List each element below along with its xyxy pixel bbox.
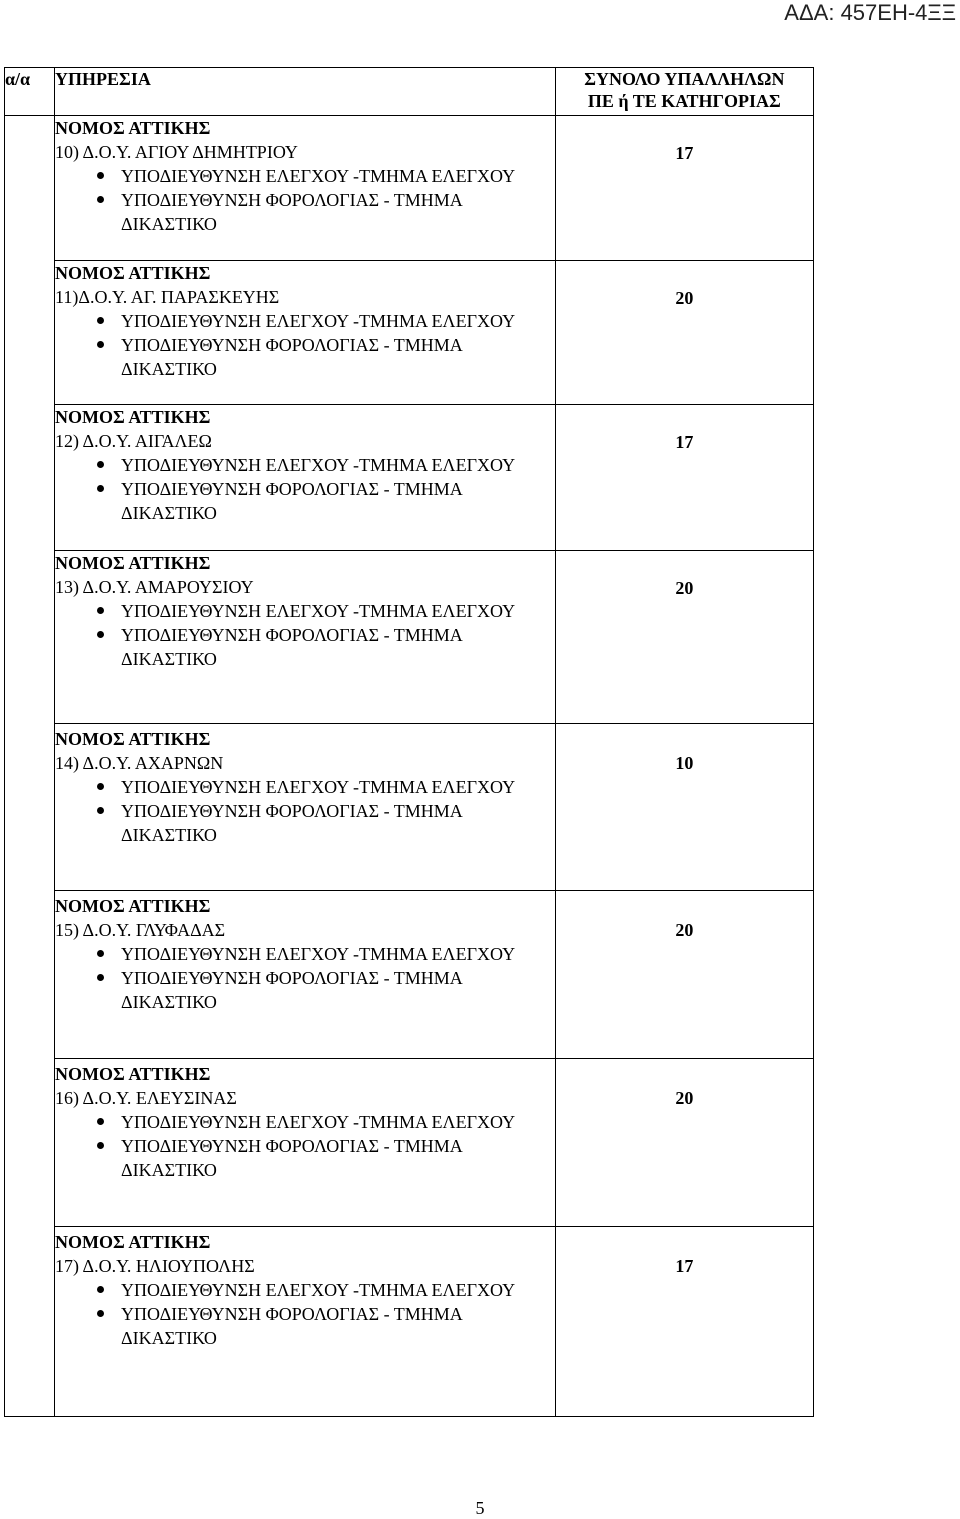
department-item: ΥΠΟΔΙΕΥΘΥΝΣΗ ΕΛΕΓΧΟΥ -ΤΜΗΜΑ ΕΛΕΓΧΟΥ [55, 599, 555, 623]
department-item: ΥΠΟΔΙΕΥΘΥΝΣΗ ΕΛΕΓΧΟΥ -ΤΜΗΜΑ ΕΛΕΓΧΟΥ [55, 1278, 555, 1302]
total-cell: 20 [555, 1059, 813, 1227]
nomos-label: ΝΟΜΟΣ ΑΤΤΙΚΗΣ [55, 896, 211, 916]
department-item: ΥΠΟΔΙΕΥΘΥΝΣΗ ΦΟΡΟΛΟΓΙΑΣ - ΤΜΗΜΑ ΔΙΚΑΣΤΙΚΟ [55, 477, 555, 525]
nomos-label: ΝΟΜΟΣ ΑΤΤΙΚΗΣ [55, 407, 211, 427]
total-cell: 20 [555, 261, 813, 405]
service-cell [55, 724, 556, 891]
nomos-label: ΝΟΜΟΣ ΑΤΤΙΚΗΣ [55, 263, 211, 283]
total-cell: 17 [555, 116, 813, 261]
department-item: ΥΠΟΔΙΕΥΘΥΝΣΗ ΕΛΕΓΧΟΥ -ΤΜΗΜΑ ΕΛΕΓΧΟΥ [55, 309, 555, 333]
department-list [55, 942, 555, 1014]
table-row [5, 551, 814, 724]
office-title: 14) Δ.Ο.Υ. ΑΧΑΡΝΩΝ [55, 753, 224, 773]
department-item: ΥΠΟΔΙΕΥΘΥΝΣΗ ΕΛΕΓΧΟΥ -ΤΜΗΜΑ ΕΛΕΓΧΟΥ [55, 1110, 555, 1134]
office-title: 15) Δ.Ο.Υ. ΓΛΥΦΑΔΑΣ [55, 920, 226, 940]
department-list [55, 775, 555, 847]
aa-cell [5, 116, 55, 1417]
nomos-label: ΝΟΜΟΣ ΑΤΤΙΚΗΣ [55, 1064, 211, 1084]
table-row [5, 724, 814, 891]
table-row [5, 405, 814, 551]
total-cell: 20 [555, 891, 813, 1059]
total-cell: 20 [555, 551, 813, 724]
department-item: ΥΠΟΔΙΕΥΘΥΝΣΗ ΦΟΡΟΛΟΓΙΑΣ - ΤΜΗΜΑ ΔΙΚΑΣΤΙΚΟ [55, 1134, 555, 1182]
nomos-label: ΝΟΜΟΣ ΑΤΤΙΚΗΣ [55, 1232, 211, 1252]
total-cell: 17 [555, 1227, 813, 1417]
office-title: 11)Δ.Ο.Υ. ΑΓ. ΠΑΡΑΣΚΕΥΗΣ [55, 287, 280, 307]
department-item: ΥΠΟΔΙΕΥΘΥΝΣΗ ΦΟΡΟΛΟΓΙΑΣ - ΤΜΗΜΑ ΔΙΚΑΣΤΙΚΟ [55, 1302, 555, 1350]
service-cell [55, 891, 556, 1059]
service-cell [55, 1059, 556, 1227]
nomos-label: ΝΟΜΟΣ ΑΤΤΙΚΗΣ [55, 729, 211, 749]
service-cell [55, 116, 556, 261]
total-cell: 10 [555, 724, 813, 891]
service-cell [55, 1227, 556, 1417]
service-cell [55, 261, 556, 405]
table-row [5, 1059, 814, 1227]
table-row [5, 261, 814, 405]
department-item: ΥΠΟΔΙΕΥΘΥΝΣΗ ΕΛΕΓΧΟΥ -ΤΜΗΜΑ ΕΛΕΓΧΟΥ [55, 942, 555, 966]
table-row [5, 891, 814, 1059]
office-title: 16) Δ.Ο.Υ. ΕΛΕΥΣΙΝΑΣ [55, 1088, 237, 1108]
table-row [5, 116, 814, 261]
department-list [55, 164, 555, 236]
total-cell: 17 [555, 405, 813, 551]
header-aa: α/α [5, 68, 55, 116]
service-cell [55, 551, 556, 724]
department-item: ΥΠΟΔΙΕΥΘΥΝΣΗ ΦΟΡΟΛΟΓΙΑΣ - ΤΜΗΜΑ ΔΙΚΑΣΤΙΚΟ [55, 188, 555, 236]
table-row [5, 1227, 814, 1417]
table-header-row [5, 68, 814, 116]
nomos-label: ΝΟΜΟΣ ΑΤΤΙΚΗΣ [55, 118, 211, 138]
header-total [555, 68, 813, 116]
department-list [55, 453, 555, 525]
department-list [55, 1110, 555, 1182]
header-service: ΥΠΗΡΕΣΙΑ [55, 68, 556, 116]
page-number: 5 [475, 1498, 485, 1518]
department-item: ΥΠΟΔΙΕΥΘΥΝΣΗ ΕΛΕΓΧΟΥ -ΤΜΗΜΑ ΕΛΕΓΧΟΥ [55, 453, 555, 477]
nomos-label: ΝΟΜΟΣ ΑΤΤΙΚΗΣ [55, 553, 211, 573]
service-cell [55, 405, 556, 551]
department-item: ΥΠΟΔΙΕΥΘΥΝΣΗ ΕΛΕΓΧΟΥ -ΤΜΗΜΑ ΕΛΕΓΧΟΥ [55, 775, 555, 799]
department-list [55, 599, 555, 671]
department-list [55, 309, 555, 381]
department-list [55, 1278, 555, 1350]
positions-table [4, 67, 814, 1417]
header-total-line1: ΣΥΝΟΛΟ ΥΠΑΛΛΗΛΩΝ [584, 69, 785, 89]
department-item: ΥΠΟΔΙΕΥΘΥΝΣΗ ΕΛΕΓΧΟΥ -ΤΜΗΜΑ ΕΛΕΓΧΟΥ [55, 164, 555, 188]
department-item: ΥΠΟΔΙΕΥΘΥΝΣΗ ΦΟΡΟΛΟΓΙΑΣ - ΤΜΗΜΑ ΔΙΚΑΣΤΙΚΟ [55, 333, 555, 381]
header-total-line2: ΠΕ ή ΤΕ ΚΑΤΗΓΟΡΙΑΣ [587, 91, 781, 111]
office-title: 12) Δ.Ο.Υ. ΑΙΓΑΛΕΩ [55, 431, 212, 451]
office-title: 13) Δ.Ο.Υ. ΑΜΑΡΟΥΣΙΟΥ [55, 577, 254, 597]
office-title: 17) Δ.Ο.Υ. ΗΛΙΟΥΠΟΛΗΣ [55, 1256, 255, 1276]
department-item: ΥΠΟΔΙΕΥΘΥΝΣΗ ΦΟΡΟΛΟΓΙΑΣ - ΤΜΗΜΑ ΔΙΚΑΣΤΙΚΟ [55, 966, 555, 1014]
department-item: ΥΠΟΔΙΕΥΘΥΝΣΗ ΦΟΡΟΛΟΓΙΑΣ - ΤΜΗΜΑ ΔΙΚΑΣΤΙΚΟ [55, 623, 555, 671]
ada-code: ΑΔΑ: 457ΕΗ-4ΞΞ [784, 0, 956, 25]
department-item: ΥΠΟΔΙΕΥΘΥΝΣΗ ΦΟΡΟΛΟΓΙΑΣ - ΤΜΗΜΑ ΔΙΚΑΣΤΙΚΟ [55, 799, 555, 847]
office-title: 10) Δ.Ο.Υ. ΑΓΙΟΥ ΔΗΜΗΤΡΙΟΥ [55, 142, 298, 162]
